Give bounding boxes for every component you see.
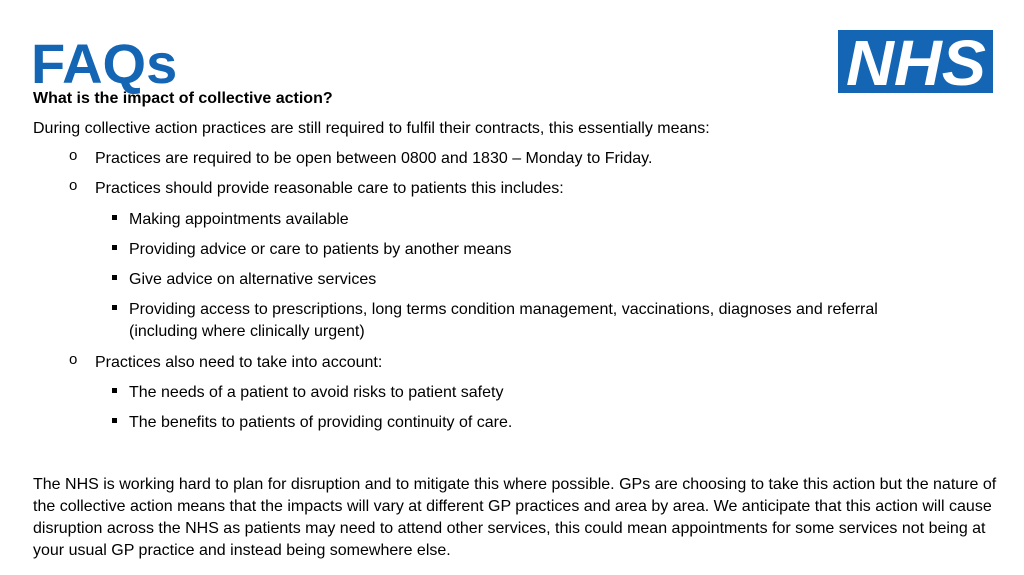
sub-list-item-text: Making appointments available (129, 211, 349, 228)
page-title: FAQs (31, 32, 178, 95)
square-bullet-icon (112, 275, 117, 280)
square-bullet-icon (112, 215, 117, 220)
list-item-text: Practices are required to be open between 0800 and 1830 – Monday to Friday. (95, 150, 653, 167)
sub-list-item-text: Providing access to prescriptions, long terms condition management, vaccinations, diagnoses and referral (including where clinically urgent) (129, 301, 878, 340)
square-bullet-icon (112, 305, 117, 310)
bullet-marker: o (69, 147, 78, 164)
square-bullet-icon (112, 388, 117, 393)
closing-paragraph: The NHS is working hard to plan for disruption and to mitigate this where possible. GPs are choosing to take this action but the nature of the collective action means that the impacts will vary at different GP practices and area by area. We anticipate that this action will cause disruption across the NHS as patients may need to attend other services, this could mean appointments for some services not being at your usual GP practice and instead being somewhere else. (33, 476, 997, 559)
square-bullet-icon (112, 418, 117, 423)
bullet-marker: o (69, 177, 78, 194)
list-item-text: Practices should provide reasonable care to patients this includes: (95, 180, 564, 197)
nhs-logo (838, 30, 993, 93)
nhs-logo-text: NHS (846, 30, 987, 93)
sub-list-item-text: The needs of a patient to avoid risks to patient safety (129, 384, 504, 401)
sub-list-item-text: Providing advice or care to patients by another means (129, 241, 512, 258)
faq-intro: During collective action practices are still required to fulfil their contracts, this essentially means: (33, 120, 710, 137)
square-bullet-icon (112, 245, 117, 250)
bullet-marker: o (69, 351, 78, 368)
list-item-text: Practices also need to take into account: (95, 354, 383, 371)
sub-list-item-text: Give advice on alternative services (129, 271, 377, 288)
sub-list-item-text: The benefits to patients of providing continuity of care. (129, 414, 513, 431)
faq-question: What is the impact of collective action? (33, 90, 333, 107)
